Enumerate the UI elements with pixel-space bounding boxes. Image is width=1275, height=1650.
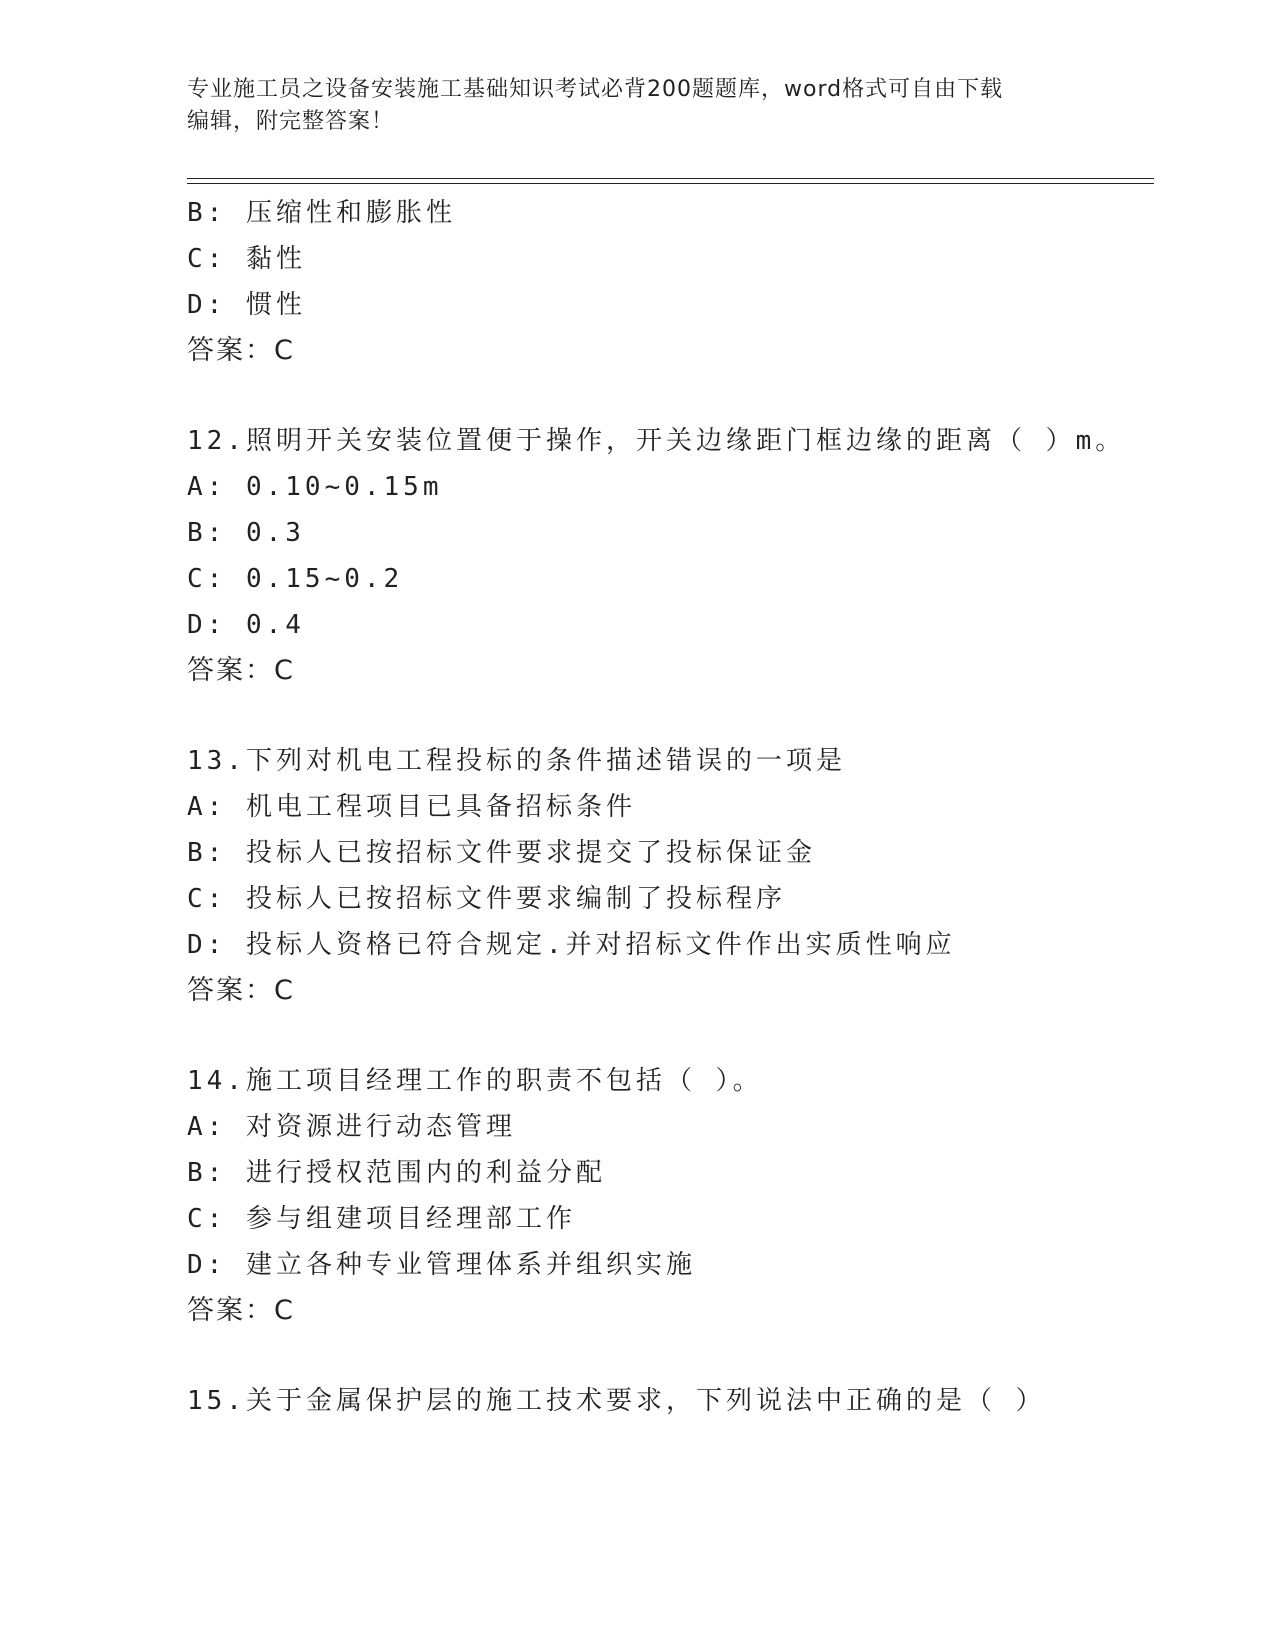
option-c: C: 黏性: [187, 244, 306, 274]
question-13: [187, 738, 1147, 1014]
option-c: C: 投标人已按招标文件要求编制了投标程序: [187, 884, 786, 914]
question-stem: 14.施工项目经理工作的职责不包括（ ）。: [187, 1066, 763, 1096]
option-b: B: 压缩性和膨胀性: [187, 198, 456, 228]
question-stem: 12.照明开关安装位置便于操作，开关边缘距门框边缘的距离（ ）m。: [187, 426, 1126, 456]
question-15: [187, 1378, 1147, 1424]
question-list: [187, 190, 1147, 1424]
question-11-tail: [187, 190, 1147, 374]
option-c: C: 参与组建项目经理部工作: [187, 1204, 576, 1234]
option-b: B: 0.3: [187, 518, 305, 548]
option-d: D: 建立各种专业管理体系并组织实施: [187, 1250, 696, 1280]
header-divider-bottom: [187, 183, 1154, 184]
header-divider-top: [187, 178, 1154, 179]
header-title-line-2: 编辑，附完整答案！: [187, 109, 395, 134]
question-stem: 13.下列对机电工程投标的条件描述错误的一项是: [187, 746, 846, 776]
option-a: A: 0.10~0.15m: [187, 472, 443, 502]
option-d: D: 惯性: [187, 290, 306, 320]
answer-label: 答案：C: [187, 335, 295, 366]
question-12: [187, 418, 1147, 694]
option-c: C: 0.15~0.2: [187, 564, 404, 594]
option-b: B: 进行授权范围内的利益分配: [187, 1158, 606, 1188]
option-b: B: 投标人已按招标文件要求提交了投标保证金: [187, 838, 816, 868]
question-14: [187, 1058, 1147, 1334]
option-a: A: 对资源进行动态管理: [187, 1112, 516, 1142]
page-header: [187, 74, 1067, 138]
answer-label: 答案：C: [187, 1295, 295, 1326]
answer-label: 答案：C: [187, 975, 295, 1006]
answer-label: 答案：C: [187, 655, 295, 686]
option-d: D: 投标人资格已符合规定.并对招标文件作出实质性响应: [187, 930, 956, 960]
question-stem: 15.关于金属保护层的施工技术要求，下列说法中正确的是（ ）: [187, 1386, 1046, 1416]
option-d: D: 0.4: [187, 610, 305, 640]
header-title-line-1: 专业施工员之设备安装施工基础知识考试必背200题题库，word格式可自由下载: [187, 77, 1004, 102]
option-a: A: 机电工程项目已具备招标条件: [187, 792, 636, 822]
